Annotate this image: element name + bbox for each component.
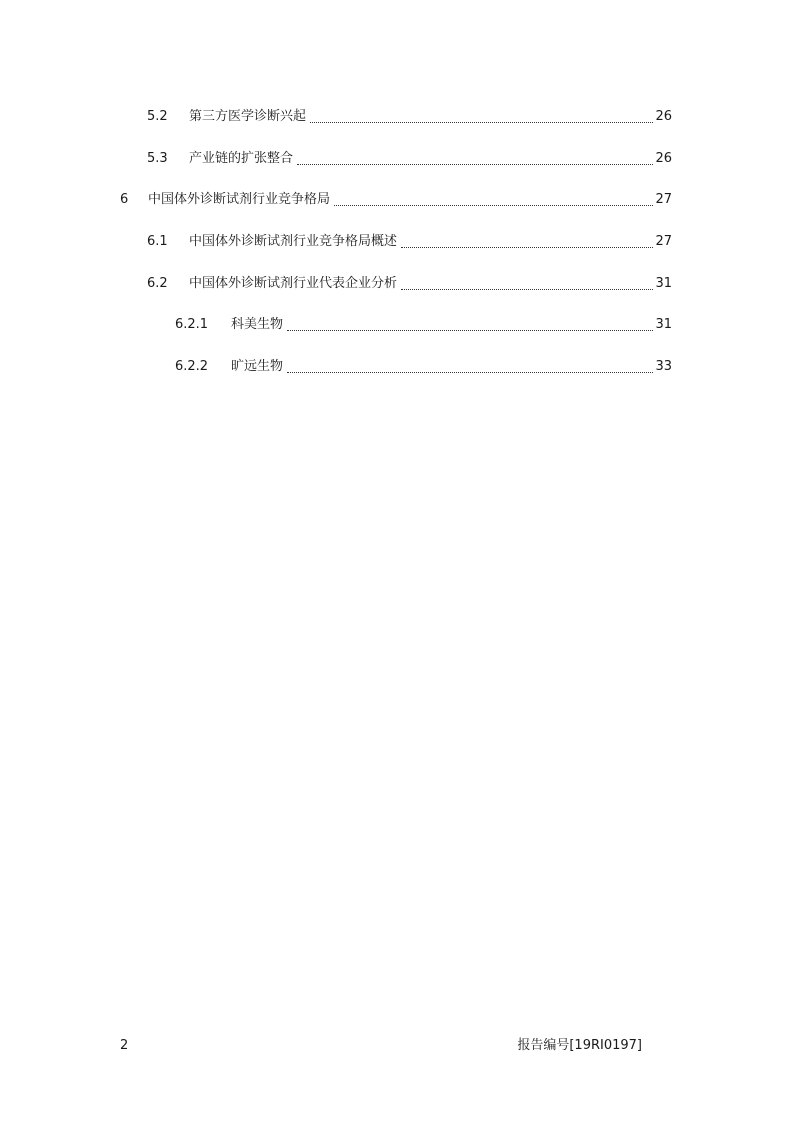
- toc-entry-page: 31: [655, 317, 672, 332]
- toc-dot-leader: [310, 121, 653, 123]
- toc-entry-6[interactable]: [0, 189, 672, 211]
- toc-entry-number: 6.2.2: [175, 359, 209, 374]
- toc-entry-page: 33: [655, 359, 672, 374]
- toc-entry-number: 5.2: [147, 109, 168, 124]
- footer-report-id: 报告编号[19RI0197]: [517, 1038, 642, 1053]
- toc-entry-5-3[interactable]: [0, 148, 672, 170]
- toc-dot-leader: [401, 246, 653, 248]
- toc-entry-number: 6.2: [147, 276, 168, 291]
- toc-entry-number: 6.2.1: [175, 317, 209, 332]
- toc-entry-page: 31: [655, 276, 672, 291]
- toc-dot-leader: [287, 329, 653, 331]
- toc-entry-title: 科美生物: [231, 317, 284, 332]
- toc-entry-title: 第三方医学诊断兴起: [189, 109, 307, 124]
- toc-entry-page: 27: [655, 234, 672, 249]
- toc-entry-5-2[interactable]: [0, 106, 672, 128]
- toc-dot-leader: [287, 371, 653, 373]
- toc-dot-leader: [334, 204, 653, 206]
- toc-entry-title: 旷远生物: [231, 359, 284, 374]
- toc-entry-number: 6.1: [147, 234, 168, 249]
- toc-dot-leader: [297, 163, 653, 165]
- toc-entry-6-1[interactable]: [0, 231, 672, 253]
- toc-entry-page: 26: [655, 151, 672, 166]
- toc-entry-6-2-2[interactable]: [0, 356, 672, 378]
- toc-entry-number: 6: [120, 192, 129, 207]
- toc-entry-page: 27: [655, 192, 672, 207]
- footer-page-number: 2: [120, 1038, 129, 1053]
- toc-entry-page: 26: [655, 109, 672, 124]
- toc-entry-number: 5.3: [147, 151, 168, 166]
- toc-entry-title: 产业链的扩张整合: [189, 151, 294, 166]
- toc-entry-title: 中国体外诊断试剂行业竞争格局概述: [189, 234, 398, 249]
- toc-entry-6-2[interactable]: [0, 273, 672, 295]
- toc-entry-title: 中国体外诊断试剂行业代表企业分析: [189, 276, 398, 291]
- toc-entry-6-2-1[interactable]: [0, 314, 672, 336]
- toc-dot-leader: [401, 288, 653, 290]
- toc-entry-title: 中国体外诊断试剂行业竞争格局: [148, 192, 331, 207]
